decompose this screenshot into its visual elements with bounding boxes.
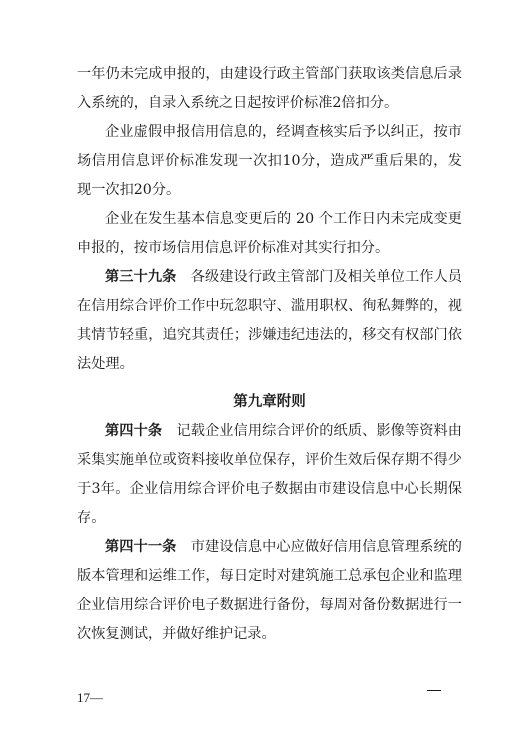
article-text-spacer — [176, 539, 190, 555]
article-text-spacer — [176, 269, 190, 285]
footer-dash — [427, 690, 441, 691]
paragraph-text: 一年仍未完成申报的，由建设行政主管部门获取该类信息后录入系统的，自录入系统之日起按评价标准2倍扣分。 — [77, 66, 462, 111]
article-40 — [77, 417, 462, 533]
article-39 — [77, 263, 462, 379]
paragraph-text: 企业在发生基本信息变更后的 20 个工作日内未完成变更申报的，按市场信用信息评价标准对其实行扣分。 — [77, 211, 462, 256]
article-text-spacer — [162, 423, 176, 439]
paragraph-text: 企业虚假申报信用信息的，经调查核实后予以纠正，按市场信用信息评价标准发现一次扣10分，造成严重后果的，发现一次扣20分。 — [77, 124, 462, 198]
article-text: 市建设信息中心应做好信用信息管理系统的版本管理和运维工作，每日定时对建筑施工总承包企业和监理企业信用综合评价电子数据进行备份，每周对备份数据进行一次恢复测试，并做好维护记录。 — [77, 539, 462, 642]
article-label: 第三十九条 — [105, 269, 177, 285]
article-text: 记载企业信用综合评价的纸质、影像等资料由采集实施单位或资料接收单位保存，评价生效后保存期不得少于3年。企业信用综合评价电子数据由市建设信息中心长期保存。 — [77, 423, 462, 526]
paragraph-continuation — [77, 60, 462, 118]
paragraph-false-declaration — [77, 118, 462, 205]
chapter-title: 第九章附则 — [233, 394, 306, 410]
page-number: 17— — [77, 690, 103, 705]
article-label: 第四十一条 — [105, 539, 177, 555]
paragraph-change-declaration — [77, 205, 462, 263]
article-label: 第四十条 — [105, 423, 163, 439]
article-text: 各级建设行政主管部门及相关单位工作人员在信用综合评价工作中玩忽职守、滥用职权、徇私舞弊的，视其情节轻重，追究其责任；涉嫌违纪违法的，移交有权部门依法处理。 — [77, 269, 462, 372]
article-41 — [77, 533, 462, 649]
